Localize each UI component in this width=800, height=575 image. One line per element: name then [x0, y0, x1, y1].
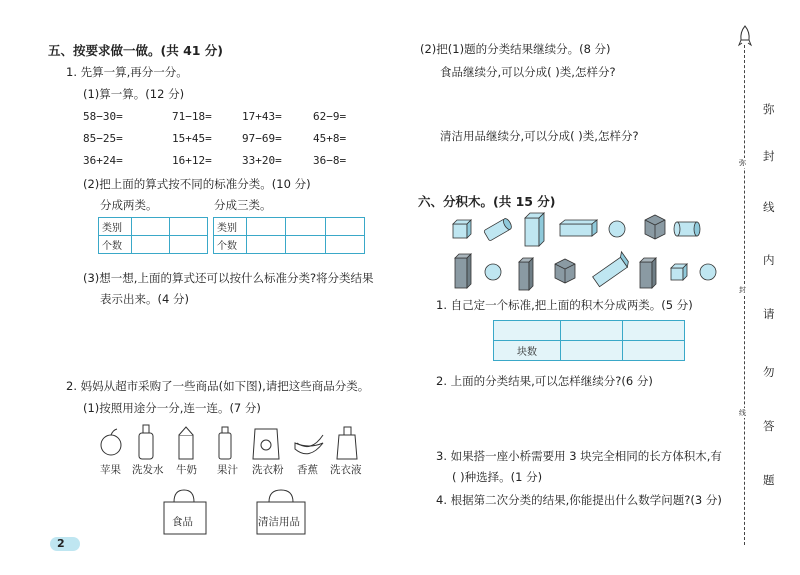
equation: 97−69=	[242, 132, 282, 145]
q2-2: (2)把(1)题的分类结果继续分。(8 分)	[420, 42, 611, 56]
table-cell[interactable]	[325, 236, 364, 254]
table-cell[interactable]	[132, 236, 170, 254]
clean-continue-line: 清洁用品继续分,可以分成( )类,怎样分?	[440, 129, 639, 143]
s6-q1: 1. 自己定一个标准,把上面的积木分成两类。(5 分)	[436, 298, 693, 312]
q2-1: (1)按照用途分一分,连一连。(7 分)	[83, 401, 261, 415]
equation: 16+12=	[172, 154, 212, 167]
s6-q3-line2: ( )种选择。(1 分)	[452, 470, 543, 484]
table-cell[interactable]	[170, 236, 208, 254]
gray-cube-icon	[555, 259, 575, 283]
three-classes-label: 分成三类。	[214, 198, 272, 212]
three-class-table	[213, 217, 365, 254]
s6-q4: 4. 根据第二次分类的结果,你能提出什么数学问题?(3 分)	[436, 493, 722, 507]
equation: 62−9=	[313, 110, 347, 123]
row-label-category: 类别	[214, 218, 247, 236]
row-label-count: 个数	[99, 236, 132, 254]
cylinder-tilted-icon	[484, 217, 513, 241]
table-cell[interactable]	[623, 321, 685, 341]
tall-prism-icon	[525, 213, 544, 246]
section6-title: 六、分积木。(共 15 分)	[418, 194, 556, 209]
q1-3-line2: 表示出来。(4 分)	[100, 292, 189, 306]
page-number-badge	[50, 537, 80, 551]
row-label-blocks: 块数	[494, 341, 561, 361]
s6-q3-line1: 3. 如果搭一座小桥需要用 3 块完全相同的长方体积木,有	[436, 449, 722, 463]
equation: 15+45=	[172, 132, 212, 145]
table-cell[interactable]	[325, 218, 364, 236]
equation: 33+20=	[242, 154, 282, 167]
goods-label-liquid: 洗衣液	[330, 464, 362, 476]
equation: 71−18=	[172, 110, 212, 123]
row-label-category: 类别	[99, 218, 132, 236]
cylinder-icon	[674, 222, 700, 236]
table-cell[interactable]	[561, 341, 623, 361]
milk-icon	[179, 427, 193, 459]
two-class-table	[98, 217, 208, 254]
sphere-icon	[485, 264, 501, 280]
s6-q2: 2. 上面的分类结果,可以怎样继续分?(6 分)	[436, 374, 653, 388]
seal-char: 封	[763, 149, 775, 163]
seal-dashed-line	[744, 45, 745, 545]
equation: 36+24=	[83, 154, 123, 167]
gray-tall-prism-icon	[455, 254, 471, 288]
goods-label-juice: 果汁	[217, 464, 238, 476]
page-number: 2	[57, 537, 65, 550]
equation: 85−25=	[83, 132, 123, 145]
q1-title: 1. 先算一算,再分一分。	[66, 65, 188, 79]
seal-char: 勿	[763, 365, 775, 379]
cube-icon	[645, 215, 665, 239]
q1-3-line1: (3)想一想,上面的算式还可以按什么标准分类?将分类结果	[83, 271, 374, 285]
gray-tall-prism-icon	[519, 258, 533, 290]
goods-label-milk: 牛奶	[176, 464, 197, 476]
row-label-count: 个数	[214, 236, 247, 254]
goods-illustrations	[95, 421, 365, 461]
seal-tiny-label: 弥	[739, 159, 746, 167]
equation: 36−8=	[313, 154, 347, 167]
seal-char: 请	[763, 307, 775, 321]
liquid-detergent-icon	[337, 427, 357, 459]
two-classes-label: 分成两类。	[100, 198, 158, 212]
seal-char: 题	[763, 473, 775, 487]
table-cell[interactable]	[561, 321, 623, 341]
table-cell[interactable]	[247, 236, 286, 254]
goods-label-powder: 洗衣粉	[252, 464, 284, 476]
juice-icon	[219, 427, 231, 459]
equation: 58−30=	[83, 110, 123, 123]
table-cell[interactable]	[286, 236, 325, 254]
table-cell[interactable]	[286, 218, 325, 236]
equation: 45+8=	[313, 132, 347, 145]
goods-label-apple: 苹果	[100, 464, 121, 476]
food-continue-line: 食品继续分,可以分成( )类,怎样分?	[440, 65, 616, 79]
seal-tiny-label: 线	[739, 409, 746, 417]
long-prism-icon	[560, 220, 597, 236]
q1-2: (2)把上面的算式按不同的标准分类。(10 分)	[83, 177, 311, 191]
section5-title: 五、按要求做一做。(共 41 分)	[48, 43, 224, 58]
bag-label-food: 食品	[172, 516, 193, 528]
seal-char: 弥	[763, 102, 775, 116]
equation: 17+43=	[242, 110, 282, 123]
bag-label-cleaning: 清洁用品	[258, 516, 300, 528]
cube-small-icon	[453, 220, 471, 238]
table-cell[interactable]	[247, 218, 286, 236]
seal-char: 内	[763, 253, 775, 267]
table-cell[interactable]	[623, 341, 685, 361]
seal-tiny-label: 封	[739, 286, 746, 294]
q1-1: (1)算一算。(12 分)	[83, 87, 185, 101]
banana-icon	[295, 435, 323, 454]
goods-label-shampoo: 洗发水	[132, 464, 164, 476]
table-cell[interactable]	[494, 321, 561, 341]
seal-char: 答	[763, 419, 775, 433]
sphere-icon	[700, 264, 716, 280]
cube-small-icon	[671, 264, 687, 280]
blocks-illustration	[445, 212, 745, 292]
goods-label-banana: 香蕉	[297, 464, 318, 476]
sphere-icon	[609, 221, 625, 237]
q2-title: 2. 妈妈从超市采购了一些商品(如下图),请把这些商品分类。	[66, 379, 370, 393]
rocket-icon	[738, 25, 752, 49]
tilted-prism-icon	[590, 252, 630, 287]
seal-char: 线	[763, 200, 775, 214]
apple-icon	[101, 429, 121, 455]
blocks-table	[493, 320, 685, 361]
table-cell[interactable]	[132, 218, 170, 236]
detergent-powder-icon	[253, 429, 279, 459]
gray-prism-icon	[640, 258, 656, 288]
shampoo-icon	[139, 425, 153, 459]
table-cell[interactable]	[170, 218, 208, 236]
